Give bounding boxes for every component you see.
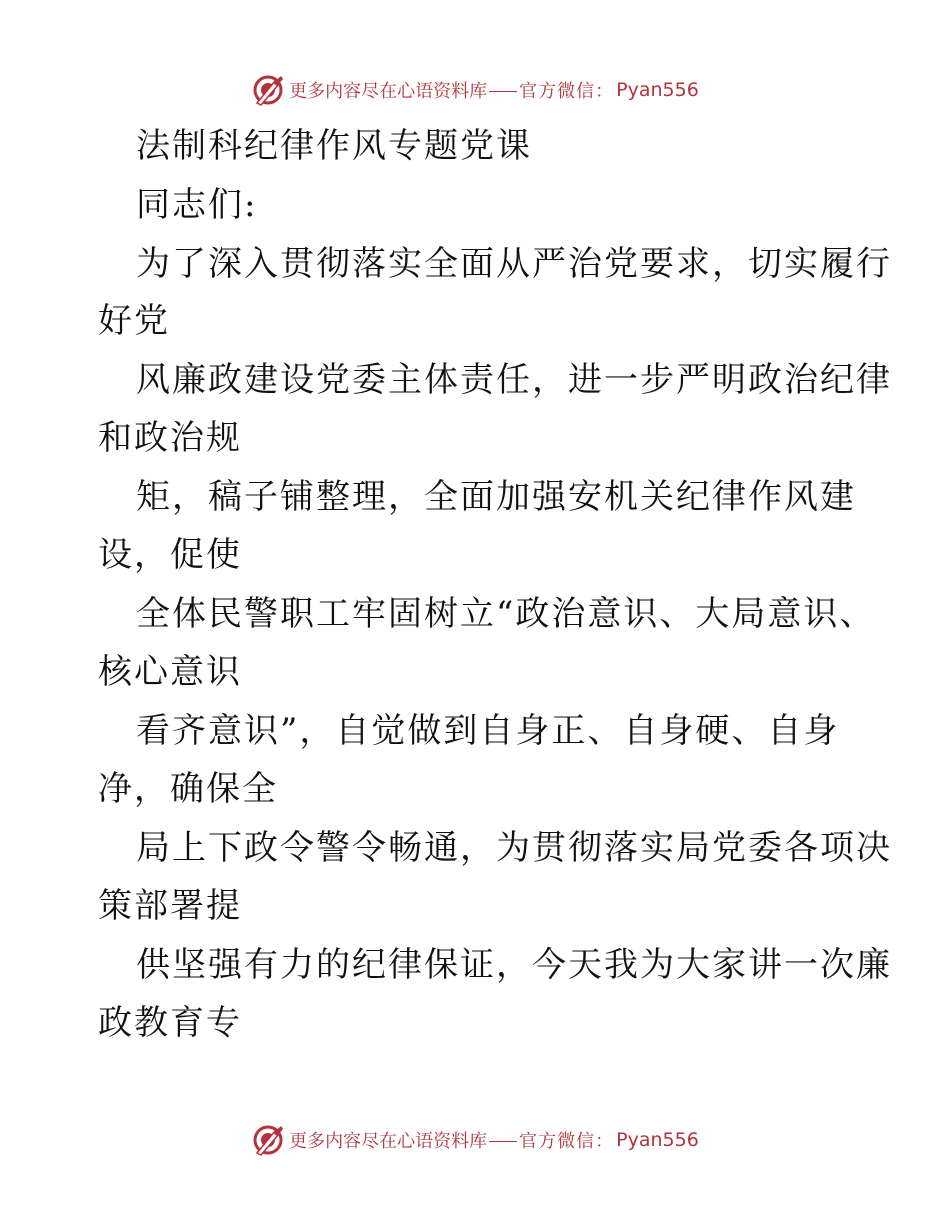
body-line: 全体民警职工牢固树立“政治意识、大局意识、 <box>136 594 876 634</box>
body-line: 政教育专 <box>98 1003 242 1043</box>
watermark-contact-label: 官方微信： <box>519 81 615 102</box>
pen-logo-icon <box>251 73 285 107</box>
body-line: 局上下政令警令畅通，为贯彻落实局党委各项决 <box>136 828 892 868</box>
body-line: 矩，稿子铺整理，全面加强安机关纪律作风建 <box>136 477 856 517</box>
watermark-contact-id: Pyan556 <box>616 1129 699 1151</box>
body-line: 设，促使 <box>98 535 242 575</box>
watermark-site: 更多内容尽在心语资料库 <box>289 81 488 102</box>
watermark-contact-id: Pyan556 <box>616 79 699 101</box>
watermark-dash <box>489 1141 517 1142</box>
body-line: 风廉政建设党委主体责任，进一步严明政治纪律 <box>136 360 892 400</box>
salutation: 同志们: <box>136 185 258 225</box>
watermark-dash <box>489 91 517 92</box>
footer-watermark <box>0 1120 950 1160</box>
header-watermark <box>0 70 950 110</box>
body-line: 供坚强有力的纪律保证，今天我为大家讲一次廉 <box>136 945 892 985</box>
body-line: 策部署提 <box>98 886 242 926</box>
body-line: 核心意识 <box>98 652 242 692</box>
watermark-contact-label: 官方微信： <box>519 1131 615 1152</box>
watermark-site: 更多内容尽在心语资料库 <box>289 1131 488 1152</box>
body-line: 看齐意识”，自觉做到自身正、自身硬、自身 <box>136 711 840 751</box>
document-title: 法制科纪律作风专题党课 <box>136 126 532 166</box>
pen-logo-icon <box>251 1123 285 1157</box>
body-line: 净，确保全 <box>98 769 278 809</box>
body-line: 和政治规 <box>98 418 242 458</box>
body-line: 为了深入贯彻落实全面从严治党要求，切实履行 <box>136 244 892 284</box>
body-line: 好党 <box>98 301 170 341</box>
